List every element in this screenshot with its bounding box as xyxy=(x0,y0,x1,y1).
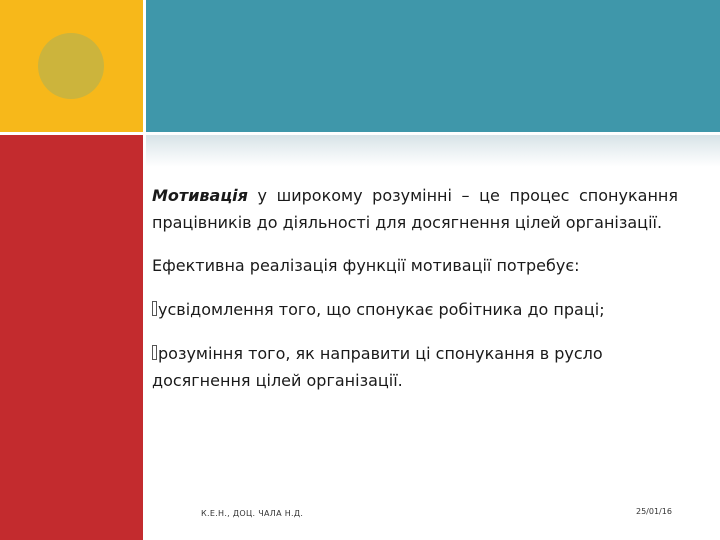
bullet-marker-icon xyxy=(152,301,157,316)
horizontal-divider xyxy=(0,132,720,135)
footer-date: 25/01/16 xyxy=(636,507,672,516)
vertical-divider xyxy=(143,0,146,540)
requirements-intro: Ефективна реалізація функції мотивації потребує: xyxy=(152,256,580,275)
bullet-text: розуміння того, як направити ці спонукання в русло досягнення цілей організації. xyxy=(152,344,603,390)
decorative-circle xyxy=(38,33,104,99)
bullet-text: усвідомлення того, що спонукає робітника до праці; xyxy=(158,300,605,319)
bullet-item xyxy=(152,296,678,323)
definition-paragraph xyxy=(152,182,678,236)
teal-header-banner xyxy=(146,0,720,132)
bullet-item xyxy=(152,340,678,394)
header-shadow-gradient xyxy=(146,135,720,167)
bullet-marker-icon xyxy=(152,345,157,360)
definition-term: Мотивація xyxy=(152,186,248,205)
footer-author: К.Е.Н., ДОЦ. ЧАЛА Н.Д. xyxy=(201,509,304,518)
definition-text: у широкому розумінні – це процес спонукання працівників до діяльності для досягнення цілей організації. xyxy=(152,186,678,232)
slide-body xyxy=(152,182,678,394)
red-side-panel xyxy=(0,132,143,540)
